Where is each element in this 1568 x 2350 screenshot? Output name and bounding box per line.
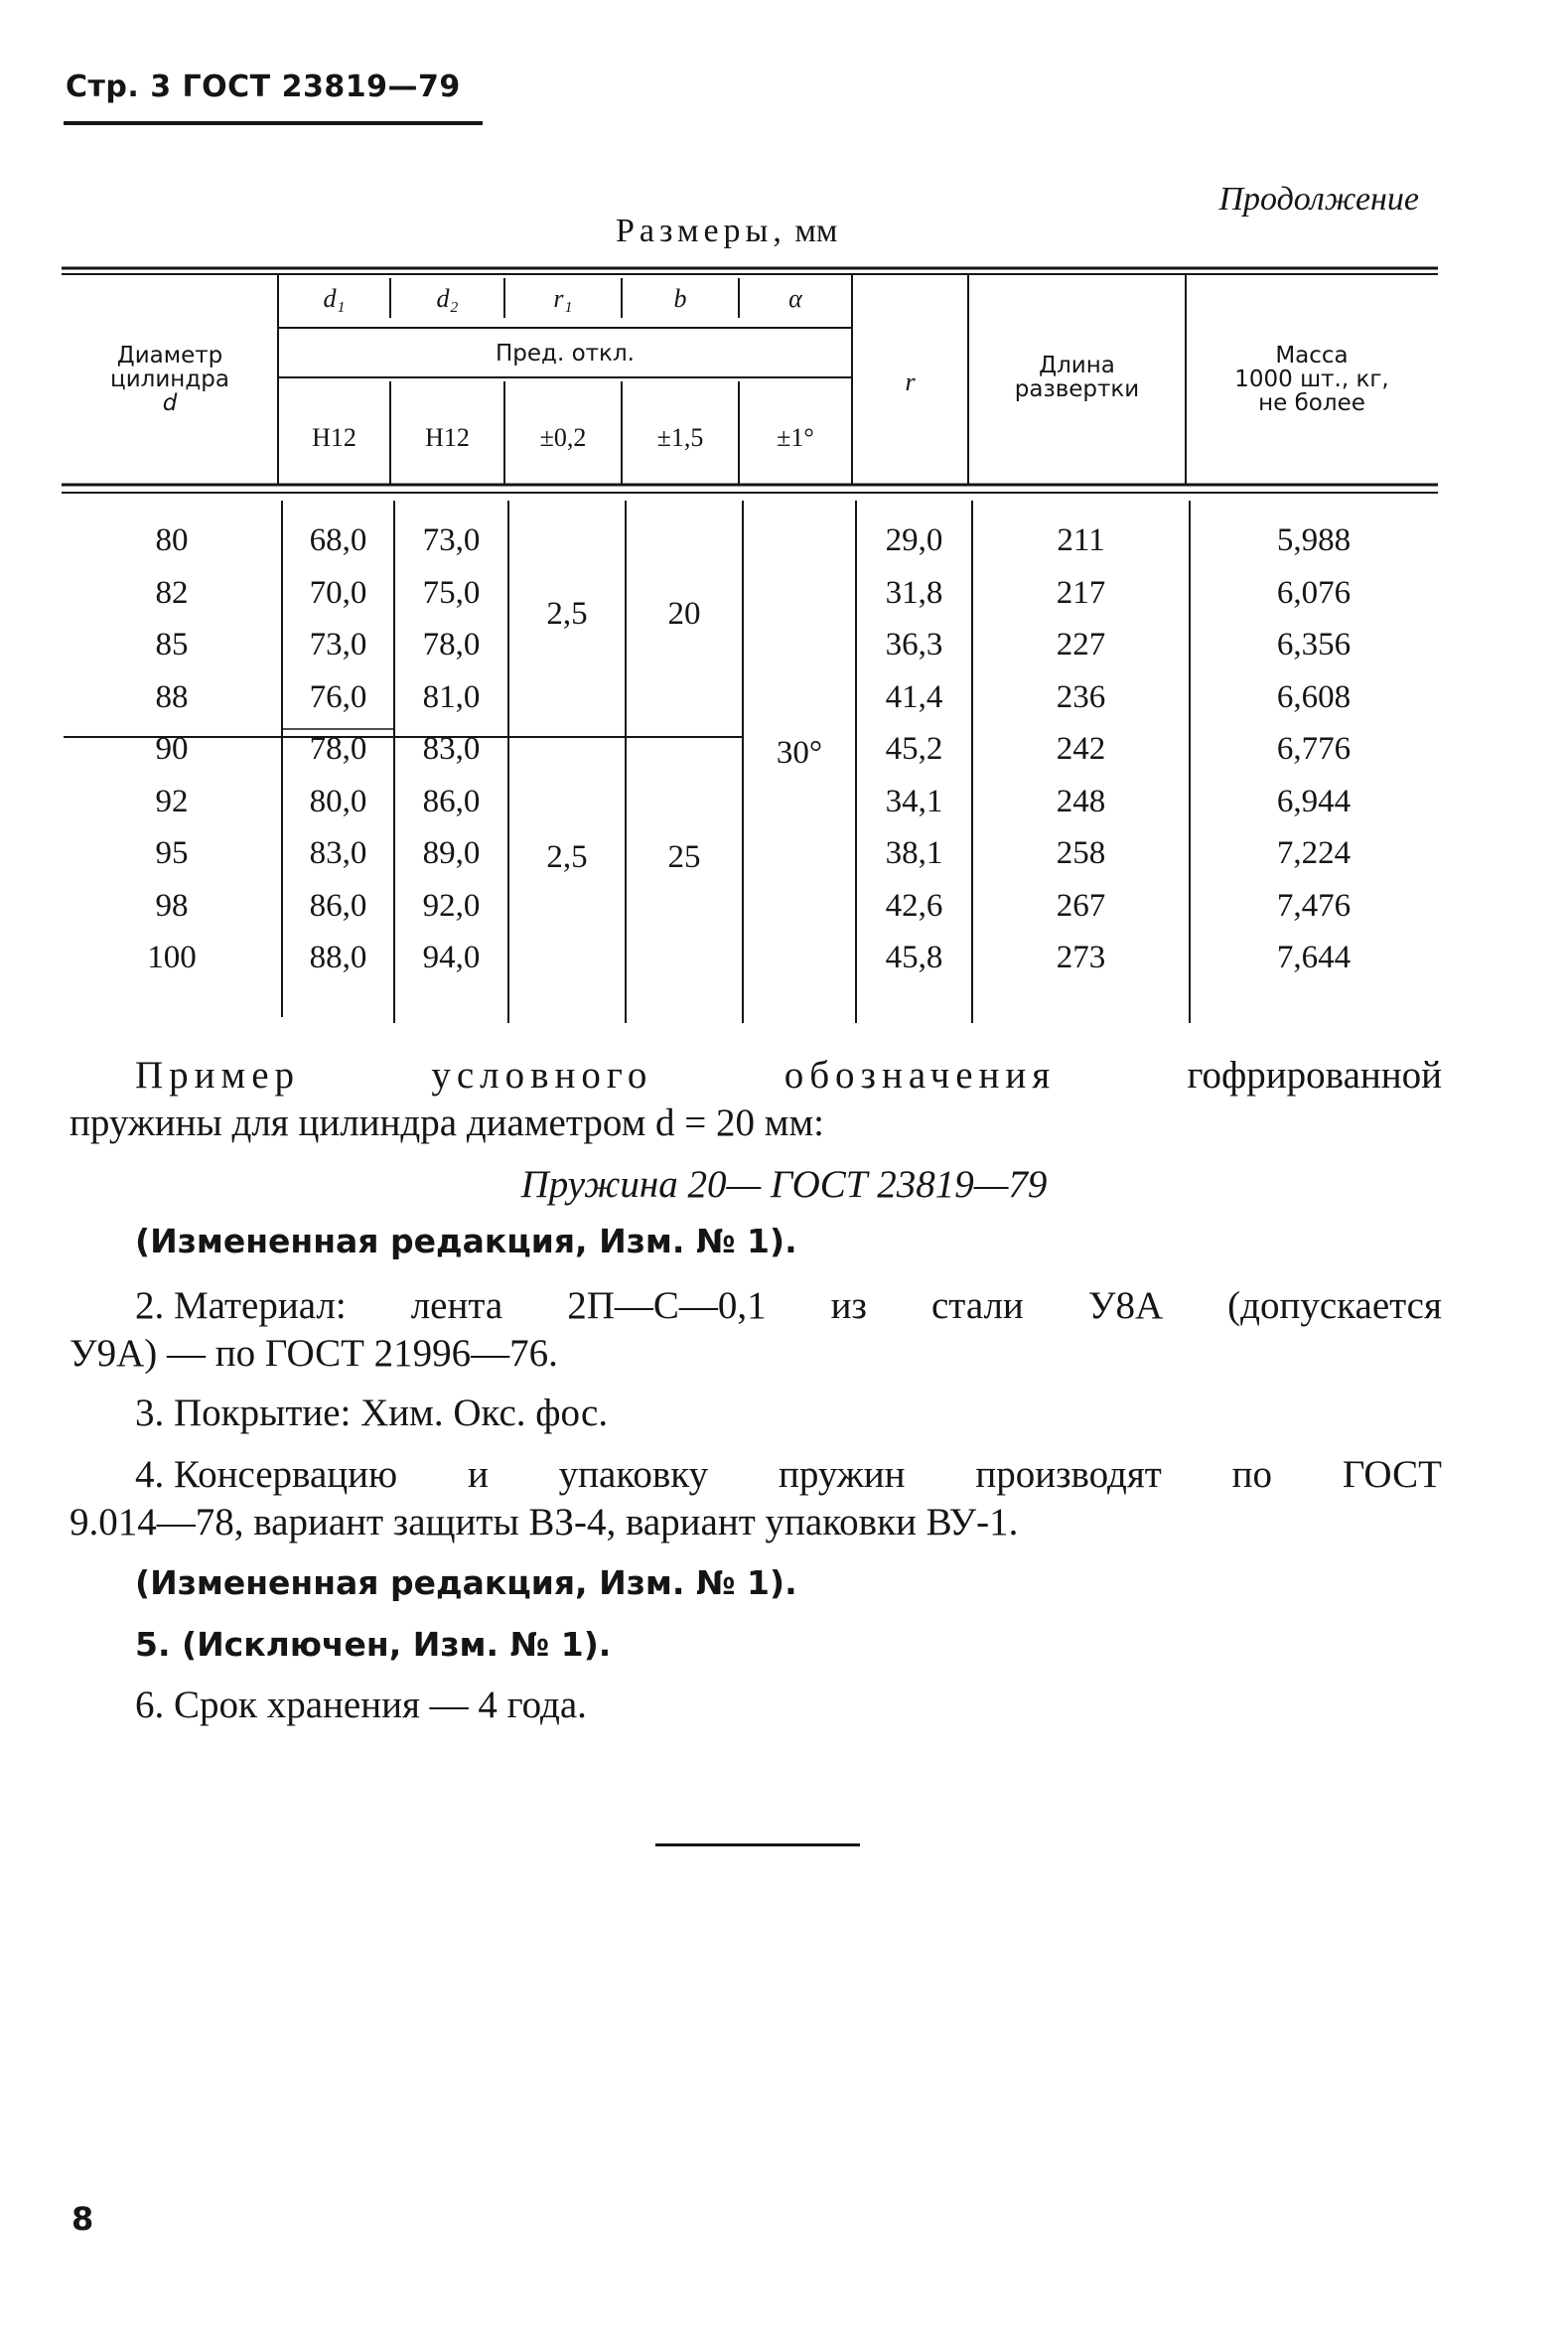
col-r-header: r bbox=[905, 367, 916, 396]
dimensions-table bbox=[62, 266, 1438, 1031]
item2-word-3: 2П—С—0,1 bbox=[567, 1284, 767, 1327]
cell-d-row-9: 100 bbox=[147, 940, 197, 975]
sym-alpha: α bbox=[788, 284, 802, 313]
cell-r-row-7: 38,1 bbox=[885, 835, 943, 871]
cell-d2-row-1: 73,0 bbox=[422, 522, 481, 558]
cell-mass-row-3: 6,356 bbox=[1276, 627, 1352, 662]
item4-word-5: производят bbox=[975, 1453, 1162, 1496]
item3-coating: 3. Покрытие: Хим. Окс. фос. bbox=[135, 1392, 609, 1434]
cell-r-row-9: 45,8 bbox=[885, 940, 943, 975]
cell-d2-row-7: 89,0 bbox=[422, 835, 481, 871]
cell-length-row-7: 258 bbox=[1056, 835, 1106, 871]
group2-b: 25 bbox=[667, 839, 701, 875]
cell-d2-row-9: 94,0 bbox=[422, 940, 481, 975]
table-caption-unit: мм bbox=[794, 213, 838, 249]
item2-word-5: стали bbox=[930, 1284, 1024, 1327]
cell-d-row-4: 88 bbox=[155, 679, 189, 715]
col-length-header bbox=[968, 354, 1186, 401]
item2-word-6: У8А bbox=[1087, 1284, 1164, 1327]
group2-r1: 2,5 bbox=[546, 839, 588, 875]
sym-r1: r₁ bbox=[553, 284, 573, 313]
col-diameter-header bbox=[62, 344, 278, 415]
cell-length-row-2: 217 bbox=[1056, 575, 1106, 611]
col-diameter-symbol: d bbox=[162, 390, 178, 417]
cell-length-row-4: 236 bbox=[1056, 679, 1106, 715]
example-line2: пружины для цилиндра диаметром d = 20 мм: bbox=[70, 1102, 824, 1144]
cell-mass-row-4: 6,608 bbox=[1276, 679, 1352, 715]
item4-word-4: пружин bbox=[778, 1453, 906, 1496]
cell-length-row-9: 273 bbox=[1056, 940, 1106, 975]
group1-b: 20 bbox=[667, 596, 701, 632]
continuation-label: Продолжение bbox=[1218, 181, 1419, 218]
cell-d2-row-5: 83,0 bbox=[422, 731, 481, 767]
col-mass-line3: не более bbox=[1258, 390, 1365, 417]
cell-length-row-3: 227 bbox=[1056, 627, 1106, 662]
cell-d-row-5: 90 bbox=[155, 731, 189, 767]
cell-mass-row-6: 6,944 bbox=[1276, 784, 1352, 819]
cell-r-row-5: 45,2 bbox=[885, 731, 943, 767]
cell-mass-row-9: 7,644 bbox=[1276, 940, 1352, 975]
col-diameter-line1: Диаметр bbox=[116, 343, 223, 368]
cell-d2-row-3: 78,0 bbox=[422, 627, 481, 662]
cell-d-row-7: 95 bbox=[155, 835, 189, 871]
table-caption bbox=[616, 213, 837, 250]
col-length-line1: Длина bbox=[1039, 353, 1115, 378]
item4-line1 bbox=[135, 1452, 1442, 1497]
cell-r-row-6: 34,1 bbox=[885, 784, 943, 819]
cell-length-row-5: 242 bbox=[1056, 731, 1106, 767]
tol-b: ±1,5 bbox=[656, 423, 704, 452]
cell-r-row-3: 36,3 bbox=[885, 627, 943, 662]
col-diameter-line2: цилиндра bbox=[110, 367, 229, 393]
cell-r-row-1: 29,0 bbox=[885, 522, 943, 558]
cell-d1-row-7: 83,0 bbox=[309, 835, 367, 871]
item2-line2: У9А) — по ГОСТ 21996—76. bbox=[70, 1332, 558, 1375]
end-rule bbox=[655, 1843, 860, 1846]
sym-b: b bbox=[673, 284, 687, 313]
cell-d2-row-6: 86,0 bbox=[422, 784, 481, 819]
tol-r1: ±0,2 bbox=[539, 423, 587, 452]
item4-word-1: 4. Консервацию bbox=[135, 1453, 398, 1496]
cell-length-row-8: 267 bbox=[1056, 888, 1106, 924]
example-word-1: Пример bbox=[135, 1054, 301, 1097]
cell-d-row-8: 98 bbox=[155, 888, 189, 924]
item2-word-1: 2. Материал: bbox=[135, 1284, 347, 1327]
cell-r-row-4: 41,4 bbox=[885, 679, 943, 715]
item6-storage: 6. Срок хранения — 4 года. bbox=[135, 1684, 587, 1726]
item4-word-7: ГОСТ bbox=[1342, 1453, 1442, 1496]
page-number: 8 bbox=[71, 2200, 94, 2238]
item2-line1 bbox=[135, 1283, 1442, 1328]
page-header: Стр. 3 ГОСТ 23819—79 bbox=[66, 70, 461, 104]
cell-d2-row-4: 81,0 bbox=[422, 679, 481, 715]
cell-mass-row-2: 6,076 bbox=[1276, 575, 1352, 611]
item2-word-2: лента bbox=[410, 1284, 503, 1327]
item4-line2: 9.014—78, вариант защиты ВЗ-4, вариант упаковки ВУ-1. bbox=[70, 1501, 1019, 1543]
col-length-line2: развертки bbox=[1014, 376, 1140, 403]
cell-mass-row-1: 5,988 bbox=[1276, 522, 1352, 558]
cell-d1-row-3: 73,0 bbox=[309, 627, 367, 662]
item2-word-4: из bbox=[830, 1284, 867, 1327]
cell-d2-row-2: 75,0 bbox=[422, 575, 481, 611]
item4-word-3: упаковку bbox=[558, 1453, 709, 1496]
item5-excluded: 5. (Исключен, Изм. № 1). bbox=[135, 1625, 612, 1664]
example-line1 bbox=[135, 1053, 1442, 1098]
tol-alpha: ±1° bbox=[777, 423, 814, 452]
cell-d-row-2: 82 bbox=[155, 575, 189, 611]
cell-mass-row-8: 7,476 bbox=[1276, 888, 1352, 924]
cell-r-row-2: 31,8 bbox=[885, 575, 943, 611]
alpha-value: 30° bbox=[776, 735, 823, 771]
cell-mass-row-7: 7,224 bbox=[1276, 835, 1352, 871]
cell-length-row-6: 248 bbox=[1056, 784, 1106, 819]
cell-d-row-3: 85 bbox=[155, 627, 189, 662]
designation-example: Пружина 20— ГОСТ 23819—79 bbox=[520, 1163, 1048, 1206]
col-mass-line1: Масса bbox=[1275, 343, 1349, 368]
sym-d1: d₁ bbox=[323, 284, 346, 313]
table-caption-word: Размеры, bbox=[616, 213, 786, 249]
tolerance-header: Пред. откл. bbox=[496, 341, 635, 367]
example-word-2: условного bbox=[431, 1054, 653, 1097]
amendment-note-1: (Измененная редакция, Изм. № 1). bbox=[135, 1222, 797, 1260]
cell-d1-row-1: 68,0 bbox=[309, 522, 367, 558]
cell-length-row-1: 211 bbox=[1057, 522, 1105, 558]
cell-d1-row-6: 80,0 bbox=[309, 784, 367, 819]
item2-word-7: (допускается bbox=[1227, 1284, 1442, 1327]
item4-word-6: по bbox=[1231, 1453, 1273, 1496]
cell-d-row-6: 92 bbox=[155, 784, 189, 819]
item4-word-2: и bbox=[467, 1453, 489, 1496]
cell-d2-row-8: 92,0 bbox=[422, 888, 481, 924]
amendment-note-2: (Измененная редакция, Изм. № 1). bbox=[135, 1563, 797, 1602]
tol-d1: H12 bbox=[312, 423, 356, 452]
example-word-4: гофрированной bbox=[1187, 1054, 1442, 1097]
sym-d2: d₂ bbox=[436, 284, 459, 313]
group1-r1: 2,5 bbox=[546, 596, 588, 632]
cell-d1-row-4: 76,0 bbox=[309, 679, 367, 715]
cell-d1-row-9: 88,0 bbox=[309, 940, 367, 975]
col-mass-line2: 1000 шт., кг, bbox=[1234, 367, 1389, 393]
tol-d2: H12 bbox=[425, 423, 470, 452]
cell-r-row-8: 42,6 bbox=[885, 888, 943, 924]
cell-mass-row-5: 6,776 bbox=[1276, 731, 1352, 767]
cell-d-row-1: 80 bbox=[155, 522, 189, 558]
cell-d1-row-2: 70,0 bbox=[309, 575, 367, 611]
cell-d1-row-8: 86,0 bbox=[309, 888, 367, 924]
col-mass-header bbox=[1186, 344, 1438, 415]
cell-d1-row-5: 78,0 bbox=[309, 731, 367, 767]
example-word-3: обозначения bbox=[784, 1054, 1057, 1097]
header-rule bbox=[64, 121, 483, 125]
